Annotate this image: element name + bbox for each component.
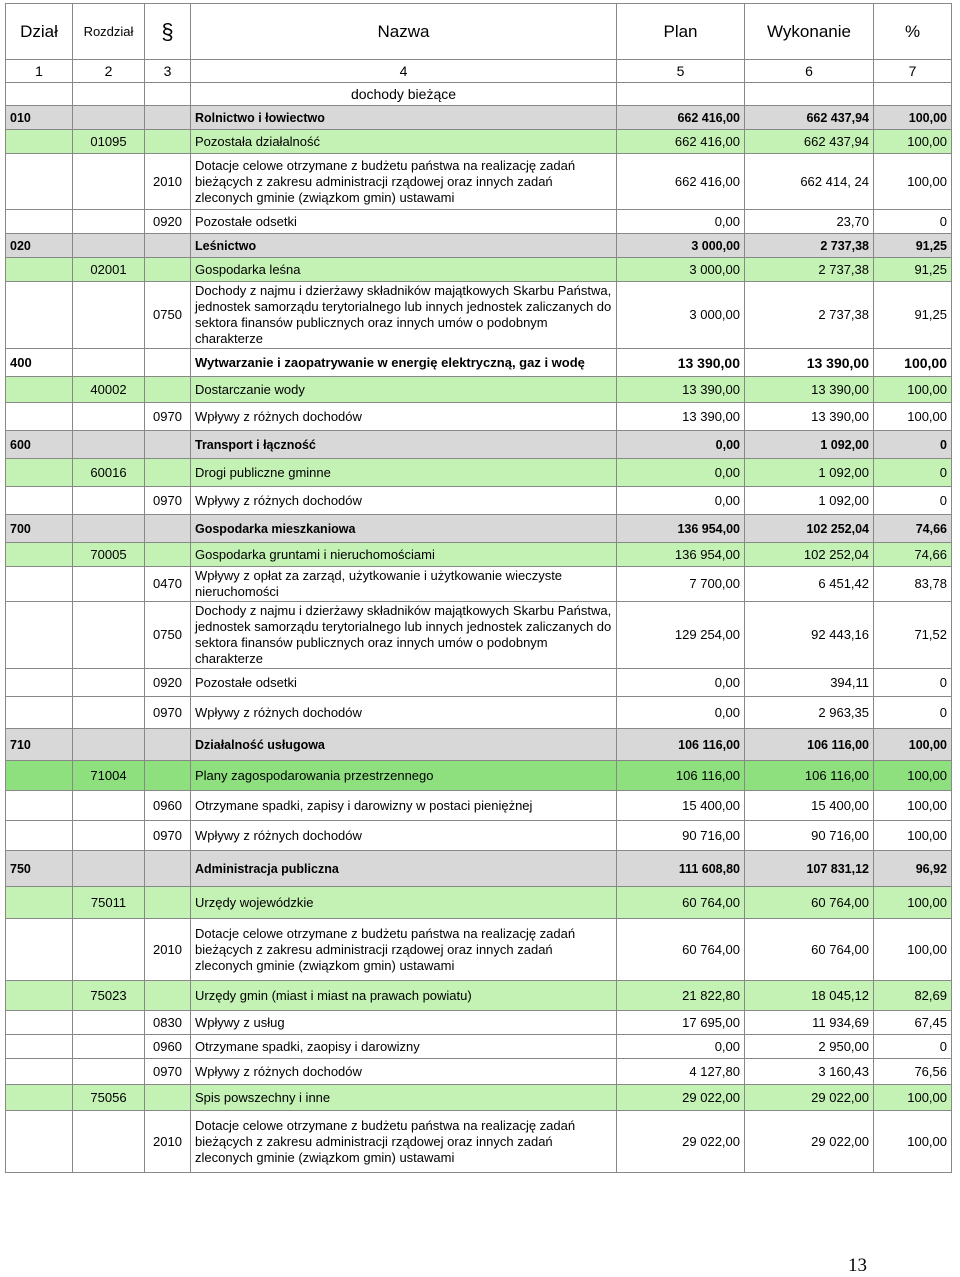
procent-cell: 0 — [874, 459, 952, 487]
rozdzial-cell — [73, 669, 145, 697]
procent-cell: 100,00 — [874, 403, 952, 431]
rozdzial-cell — [73, 851, 145, 887]
plan-cell: 0,00 — [617, 669, 745, 697]
table-row — [6, 543, 952, 567]
wykonanie-cell: 15 400,00 — [745, 791, 874, 821]
rozdzial-cell — [73, 210, 145, 234]
paragraf-cell: 2010 — [145, 919, 191, 981]
dzial-cell — [6, 1085, 73, 1111]
table-row — [6, 919, 952, 981]
procent-cell: 100,00 — [874, 1111, 952, 1173]
wykonanie-cell: 662 437,94 — [745, 130, 874, 154]
header-procent: % — [874, 4, 952, 60]
plan-cell: 0,00 — [617, 697, 745, 729]
plan-cell: 129 254,00 — [617, 602, 745, 669]
wykonanie-cell: 60 764,00 — [745, 919, 874, 981]
dzial-cell — [6, 154, 73, 210]
paragraf-cell — [145, 377, 191, 403]
rozdzial-cell — [73, 1011, 145, 1035]
header-nazwa: Nazwa — [191, 4, 617, 60]
plan-cell: 3 000,00 — [617, 258, 745, 282]
plan-cell: 90 716,00 — [617, 821, 745, 851]
paragraf-cell: 0920 — [145, 210, 191, 234]
paragraf-cell — [145, 729, 191, 761]
plan-cell: 0,00 — [617, 210, 745, 234]
table-row — [6, 130, 952, 154]
table-row — [6, 106, 952, 130]
nazwa-cell: Urzędy wojewódzkie — [191, 887, 617, 919]
wykonanie-cell: 29 022,00 — [745, 1085, 874, 1111]
nazwa-cell: Drogi publiczne gminne — [191, 459, 617, 487]
table-row — [6, 234, 952, 258]
plan-cell: 4 127,80 — [617, 1059, 745, 1085]
nazwa-cell: Gospodarka leśna — [191, 258, 617, 282]
nazwa-cell: Gospodarka mieszkaniowa — [191, 515, 617, 543]
rozdzial-cell — [73, 697, 145, 729]
nazwa-cell: Wpływy z opłat za zarząd, użytkowanie i użytkowanie wieczyste nieruchomości — [191, 567, 617, 602]
table-row — [6, 1011, 952, 1035]
plan-cell: 60 764,00 — [617, 919, 745, 981]
paragraf-cell: 2010 — [145, 1111, 191, 1173]
column-number: 5 — [617, 60, 745, 83]
table-row — [6, 210, 952, 234]
paragraf-cell — [145, 106, 191, 130]
paragraf-cell: 0970 — [145, 403, 191, 431]
wykonanie-cell: 662 437,94 — [745, 106, 874, 130]
nazwa-cell: Wpływy z różnych dochodów — [191, 1059, 617, 1085]
plan-cell: 13 390,00 — [617, 377, 745, 403]
table-row — [6, 981, 952, 1011]
plan-cell: 136 954,00 — [617, 515, 745, 543]
dzial-cell: 010 — [6, 106, 73, 130]
rozdzial-cell — [73, 403, 145, 431]
rozdzial-cell — [73, 1111, 145, 1173]
nazwa-cell: Dotacje celowe otrzymane z budżetu państwa na realizację zadań bieżących z zakresu administracji rządowej oraz innych zadań zleconych gminie (związkom gmin) ustawami — [191, 154, 617, 210]
table-row — [6, 459, 952, 487]
rozdzial-cell: 40002 — [73, 377, 145, 403]
budget-income-table — [5, 3, 952, 1173]
column-number: 2 — [73, 60, 145, 83]
nazwa-cell: Dotacje celowe otrzymane z budżetu państwa na realizację zadań bieżących z zakresu administracji rządowej oraz innych zadań zleconych gminie (związkom gmin) ustawami — [191, 919, 617, 981]
dzial-cell: 600 — [6, 431, 73, 459]
rozdzial-cell — [73, 234, 145, 258]
nazwa-cell: Dochody z najmu i dzierżawy składników majątkowych Skarbu Państwa, jednostek samorządu terytorialnego lub innych jednostek zaliczanych do sektora finansów publicznych oraz innych umów o podobnym charakterze — [191, 602, 617, 669]
plan-cell: 0,00 — [617, 459, 745, 487]
nazwa-cell: Wpływy z różnych dochodów — [191, 697, 617, 729]
procent-cell: 0 — [874, 697, 952, 729]
wykonanie-cell: 60 764,00 — [745, 887, 874, 919]
rozdzial-cell — [73, 1035, 145, 1059]
nazwa-cell: Dotacje celowe otrzymane z budżetu państwa na realizację zadań bieżących z zakresu administracji rządowej oraz innych zadań zleconych gminie (związkom gmin) ustawami — [191, 1111, 617, 1173]
nazwa-cell: Wpływy z różnych dochodów — [191, 403, 617, 431]
procent-cell: 71,52 — [874, 602, 952, 669]
dzial-cell — [6, 981, 73, 1011]
table-row — [6, 282, 952, 349]
rozdzial-cell — [73, 821, 145, 851]
rozdzial-cell: 70005 — [73, 543, 145, 567]
header-rozdzial: Rozdział — [73, 4, 145, 60]
table-row — [6, 431, 952, 459]
paragraf-cell: 0970 — [145, 821, 191, 851]
dzial-cell — [6, 1059, 73, 1085]
plan-cell: 29 022,00 — [617, 1085, 745, 1111]
rozdzial-cell — [73, 106, 145, 130]
column-number: 1 — [6, 60, 73, 83]
dzial-cell — [6, 282, 73, 349]
wykonanie-cell: 90 716,00 — [745, 821, 874, 851]
plan-cell: 29 022,00 — [617, 1111, 745, 1173]
dzial-cell — [6, 487, 73, 515]
procent-cell: 0 — [874, 210, 952, 234]
procent-cell: 82,69 — [874, 981, 952, 1011]
nazwa-cell: Pozostała działalność — [191, 130, 617, 154]
plan-cell: 7 700,00 — [617, 567, 745, 602]
paragraf-cell: 0470 — [145, 567, 191, 602]
dzial-cell — [6, 377, 73, 403]
procent-cell: 91,25 — [874, 282, 952, 349]
wykonanie-cell: 394,11 — [745, 669, 874, 697]
rozdzial-cell: 01095 — [73, 130, 145, 154]
rozdzial-cell: 71004 — [73, 761, 145, 791]
paragraf-cell — [145, 851, 191, 887]
procent-cell: 96,92 — [874, 851, 952, 887]
plan-cell: 13 390,00 — [617, 349, 745, 377]
dzial-cell — [6, 567, 73, 602]
page-number: 13 — [848, 1255, 867, 1276]
dzial-cell — [6, 697, 73, 729]
nazwa-cell: Spis powszechny i inne — [191, 1085, 617, 1111]
procent-cell: 100,00 — [874, 887, 952, 919]
table-row — [6, 791, 952, 821]
nazwa-cell: Pozostałe odsetki — [191, 210, 617, 234]
nazwa-cell: Transport i łączność — [191, 431, 617, 459]
paragraf-cell — [145, 234, 191, 258]
procent-cell: 100,00 — [874, 729, 952, 761]
nazwa-cell: Gospodarka gruntami i nieruchomościami — [191, 543, 617, 567]
column-number: 4 — [191, 60, 617, 83]
wykonanie-cell: 18 045,12 — [745, 981, 874, 1011]
table-row — [6, 669, 952, 697]
wykonanie-cell: 107 831,12 — [745, 851, 874, 887]
rozdzial-cell — [73, 349, 145, 377]
column-number: 7 — [874, 60, 952, 83]
procent-cell: 100,00 — [874, 821, 952, 851]
wykonanie-cell: 1 092,00 — [745, 459, 874, 487]
paragraf-cell: 0830 — [145, 1011, 191, 1035]
procent-cell: 74,66 — [874, 543, 952, 567]
nazwa-cell: Rolnictwo i łowiectwo — [191, 106, 617, 130]
procent-cell: 67,45 — [874, 1011, 952, 1035]
wykonanie-cell: 6 451,42 — [745, 567, 874, 602]
wykonanie-cell: 2 737,38 — [745, 282, 874, 349]
plan-cell: 111 608,80 — [617, 851, 745, 887]
nazwa-cell: Pozostałe odsetki — [191, 669, 617, 697]
nazwa-cell: Leśnictwo — [191, 234, 617, 258]
table-row — [6, 258, 952, 282]
paragraf-cell: 0750 — [145, 602, 191, 669]
table-row — [6, 487, 952, 515]
rozdzial-cell — [73, 791, 145, 821]
procent-cell: 0 — [874, 487, 952, 515]
procent-cell: 100,00 — [874, 791, 952, 821]
procent-cell: 100,00 — [874, 349, 952, 377]
rozdzial-cell — [73, 1059, 145, 1085]
wykonanie-cell: 13 390,00 — [745, 349, 874, 377]
section-row — [6, 83, 952, 106]
table-row — [6, 567, 952, 602]
paragraf-cell — [145, 887, 191, 919]
table-row — [6, 851, 952, 887]
paragraf-cell — [145, 258, 191, 282]
procent-cell: 100,00 — [874, 154, 952, 210]
wykonanie-cell: 11 934,69 — [745, 1011, 874, 1035]
procent-cell: 0 — [874, 431, 952, 459]
dzial-cell — [6, 130, 73, 154]
table-row — [6, 1111, 952, 1173]
table-row — [6, 887, 952, 919]
rozdzial-cell: 02001 — [73, 258, 145, 282]
wykonanie-cell: 13 390,00 — [745, 377, 874, 403]
rozdzial-cell — [73, 431, 145, 459]
wykonanie-cell: 3 160,43 — [745, 1059, 874, 1085]
wykonanie-cell: 102 252,04 — [745, 515, 874, 543]
plan-cell: 662 416,00 — [617, 130, 745, 154]
dzial-cell: 400 — [6, 349, 73, 377]
plan-cell: 0,00 — [617, 1035, 745, 1059]
plan-cell: 136 954,00 — [617, 543, 745, 567]
wykonanie-cell: 106 116,00 — [745, 729, 874, 761]
dzial-cell — [6, 602, 73, 669]
paragraf-cell — [145, 349, 191, 377]
nazwa-cell: Administracja publiczna — [191, 851, 617, 887]
plan-cell: 0,00 — [617, 487, 745, 515]
rozdzial-cell — [73, 515, 145, 543]
nazwa-cell: Otrzymane spadki, zapisy i darowizny w postaci pieniężnej — [191, 791, 617, 821]
dzial-cell — [6, 210, 73, 234]
table-row — [6, 729, 952, 761]
rozdzial-cell: 75056 — [73, 1085, 145, 1111]
plan-cell: 60 764,00 — [617, 887, 745, 919]
nazwa-cell: Wpływy z różnych dochodów — [191, 821, 617, 851]
dzial-cell — [6, 761, 73, 791]
dzial-cell — [6, 919, 73, 981]
plan-cell: 0,00 — [617, 431, 745, 459]
procent-cell: 100,00 — [874, 761, 952, 791]
procent-cell: 100,00 — [874, 377, 952, 403]
dzial-cell — [6, 1035, 73, 1059]
dzial-cell — [6, 887, 73, 919]
table-row — [6, 349, 952, 377]
nazwa-cell: Otrzymane spadki, zaopisy i darowizny — [191, 1035, 617, 1059]
dzial-cell — [6, 669, 73, 697]
wykonanie-cell: 1 092,00 — [745, 431, 874, 459]
rozdzial-cell — [73, 919, 145, 981]
procent-cell: 100,00 — [874, 130, 952, 154]
rozdzial-cell: 75023 — [73, 981, 145, 1011]
procent-cell: 100,00 — [874, 106, 952, 130]
procent-cell: 100,00 — [874, 1085, 952, 1111]
paragraf-cell — [145, 543, 191, 567]
table-row — [6, 154, 952, 210]
paragraf-cell — [145, 1085, 191, 1111]
paragraf-cell: 0960 — [145, 1035, 191, 1059]
nazwa-cell: Dostarczanie wody — [191, 377, 617, 403]
plan-cell: 662 416,00 — [617, 106, 745, 130]
dzial-cell — [6, 791, 73, 821]
plan-cell: 15 400,00 — [617, 791, 745, 821]
wykonanie-cell: 23,70 — [745, 210, 874, 234]
wykonanie-cell: 92 443,16 — [745, 602, 874, 669]
paragraf-cell — [145, 761, 191, 791]
column-number: 6 — [745, 60, 874, 83]
paragraf-cell: 0750 — [145, 282, 191, 349]
header-plan: Plan — [617, 4, 745, 60]
nazwa-cell: Wpływy z usług — [191, 1011, 617, 1035]
wykonanie-cell: 2 963,35 — [745, 697, 874, 729]
header-wykonanie: Wykonanie — [745, 4, 874, 60]
dzial-cell — [6, 1111, 73, 1173]
plan-cell: 106 116,00 — [617, 729, 745, 761]
wykonanie-cell: 2 737,38 — [745, 234, 874, 258]
procent-cell: 74,66 — [874, 515, 952, 543]
rozdzial-cell — [73, 602, 145, 669]
header-row — [6, 4, 952, 60]
plan-cell: 662 416,00 — [617, 154, 745, 210]
paragraf-cell: 0970 — [145, 697, 191, 729]
column-number-row — [6, 60, 952, 83]
dzial-cell: 700 — [6, 515, 73, 543]
dzial-cell — [6, 258, 73, 282]
dzial-cell — [6, 1011, 73, 1035]
wykonanie-cell: 2 950,00 — [745, 1035, 874, 1059]
table-row — [6, 1085, 952, 1111]
procent-cell: 0 — [874, 669, 952, 697]
wykonanie-cell: 13 390,00 — [745, 403, 874, 431]
procent-cell: 83,78 — [874, 567, 952, 602]
procent-cell: 100,00 — [874, 919, 952, 981]
wykonanie-cell: 106 116,00 — [745, 761, 874, 791]
paragraf-cell: 0970 — [145, 1059, 191, 1085]
plan-cell: 3 000,00 — [617, 282, 745, 349]
paragraf-cell: 2010 — [145, 154, 191, 210]
paragraf-cell — [145, 431, 191, 459]
plan-cell: 17 695,00 — [617, 1011, 745, 1035]
dzial-cell — [6, 821, 73, 851]
paragraf-cell — [145, 130, 191, 154]
section-title: dochody bieżące — [191, 83, 617, 106]
nazwa-cell: Urzędy gmin (miast i miast na prawach powiatu) — [191, 981, 617, 1011]
dzial-cell — [6, 459, 73, 487]
dzial-cell: 020 — [6, 234, 73, 258]
wykonanie-cell: 2 737,38 — [745, 258, 874, 282]
table-row — [6, 377, 952, 403]
table-row — [6, 1059, 952, 1085]
paragraf-cell: 0970 — [145, 487, 191, 515]
procent-cell: 76,56 — [874, 1059, 952, 1085]
rozdzial-cell — [73, 487, 145, 515]
paragraf-cell — [145, 981, 191, 1011]
nazwa-cell: Plany zagospodarowania przestrzennego — [191, 761, 617, 791]
rozdzial-cell: 60016 — [73, 459, 145, 487]
rozdzial-cell — [73, 567, 145, 602]
procent-cell: 91,25 — [874, 234, 952, 258]
table-row — [6, 821, 952, 851]
header-dzial: Dział — [6, 4, 73, 60]
table-row — [6, 761, 952, 791]
header-paragraf: § — [145, 4, 191, 60]
paragraf-cell — [145, 515, 191, 543]
paragraf-cell: 0920 — [145, 669, 191, 697]
dzial-cell — [6, 403, 73, 431]
wykonanie-cell: 1 092,00 — [745, 487, 874, 515]
rozdzial-cell: 75011 — [73, 887, 145, 919]
table-row — [6, 697, 952, 729]
table-row — [6, 1035, 952, 1059]
plan-cell: 13 390,00 — [617, 403, 745, 431]
nazwa-cell: Dochody z najmu i dzierżawy składników majątkowych Skarbu Państwa, jednostek samorządu terytorialnego lub innych jednostek zaliczanych do sektora finansów publicznych oraz innych umów o podobnym charakterze — [191, 282, 617, 349]
nazwa-cell: Wpływy z różnych dochodów — [191, 487, 617, 515]
nazwa-cell: Wytwarzanie i zaopatrywanie w energię elektryczną, gaz i wodę — [191, 349, 617, 377]
rozdzial-cell — [73, 729, 145, 761]
wykonanie-cell: 102 252,04 — [745, 543, 874, 567]
table-row — [6, 403, 952, 431]
dzial-cell: 710 — [6, 729, 73, 761]
procent-cell: 0 — [874, 1035, 952, 1059]
rozdzial-cell — [73, 154, 145, 210]
plan-cell: 3 000,00 — [617, 234, 745, 258]
paragraf-cell — [145, 459, 191, 487]
plan-cell: 21 822,80 — [617, 981, 745, 1011]
table-row — [6, 602, 952, 669]
wykonanie-cell: 662 414, 24 — [745, 154, 874, 210]
nazwa-cell: Działalność usługowa — [191, 729, 617, 761]
table-row — [6, 515, 952, 543]
rozdzial-cell — [73, 282, 145, 349]
dzial-cell: 750 — [6, 851, 73, 887]
paragraf-cell: 0960 — [145, 791, 191, 821]
plan-cell: 106 116,00 — [617, 761, 745, 791]
wykonanie-cell: 29 022,00 — [745, 1111, 874, 1173]
dzial-cell — [6, 543, 73, 567]
column-number: 3 — [145, 60, 191, 83]
procent-cell: 91,25 — [874, 258, 952, 282]
